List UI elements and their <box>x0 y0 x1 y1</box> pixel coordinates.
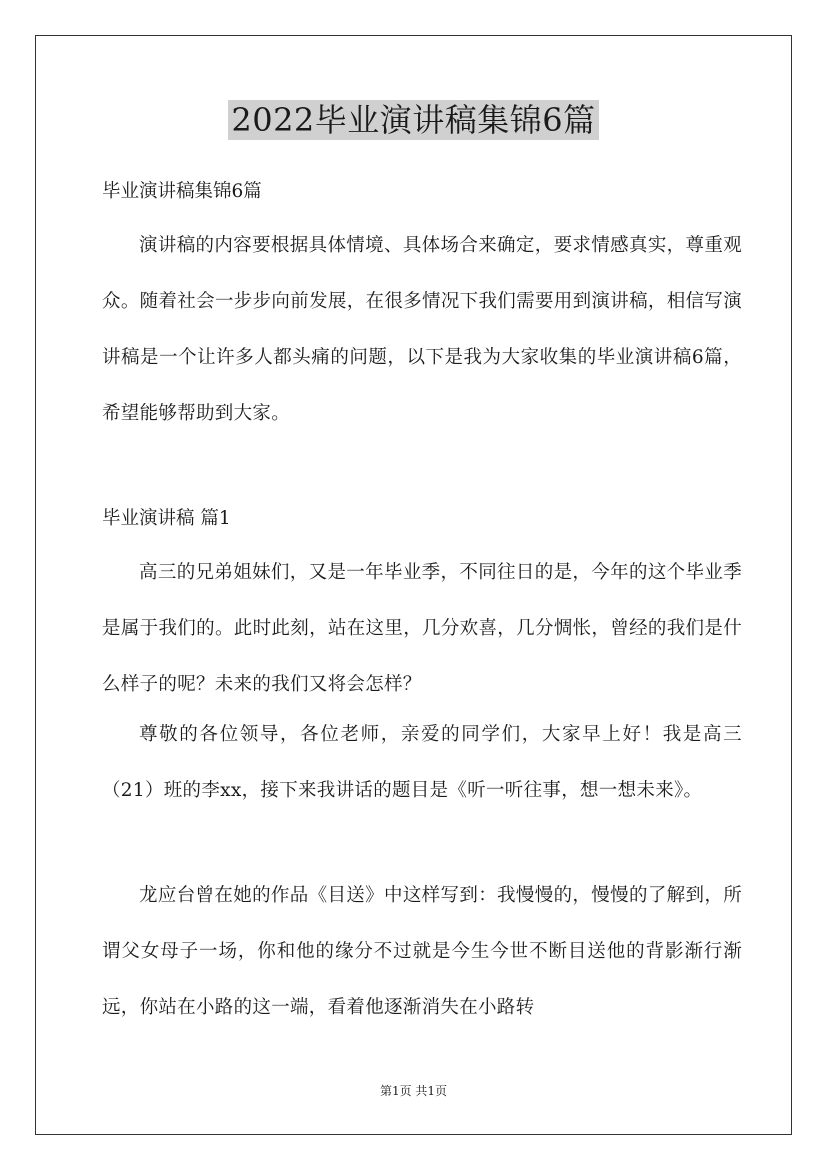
document-title-text: 2022毕业演讲稿集锦6篇 <box>228 100 598 140</box>
intro-paragraph: 演讲稿的内容要根据具体情境、具体场合来确定，要求情感真实，尊重观众。随着社会一步步向前发展，在很多情况下我们需要用到演讲稿，相信写演讲稿是一个让许多人都头痛的问题，以下是我为大家收集的毕业演讲稿6篇，希望能够帮助到大家。 <box>102 235 742 424</box>
document-title <box>0 100 827 140</box>
body-paragraph: 龙应台曾在她的作品《目送》中这样写到：我慢慢的，慢慢的了解到，所谓父女母子一场，你和他的缘分不过就是今生今世不断目送他的背影渐行渐远，你站在小路的这一端，看着他逐渐消失在小路转 <box>102 885 742 1018</box>
body-paragraph: 尊敬的各位领导，各位老师，亲爱的同学们，大家早上好！我是高三（21）班的李xx，接下来我讲话的题目是《听一听往事，想一想未来》。 <box>102 724 742 801</box>
body-paragraph: 高三的兄弟姐妹们，又是一年毕业季，不同往日的是，今年的这个毕业季是属于我们的。此时此刻，站在这里，几分欢喜，几分惆怅，曾经的我们是什么样子的呢？未来的我们又将会怎样？ <box>102 562 742 695</box>
page-number-footer: 第1页 共1页 <box>379 1084 448 1098</box>
section-heading: 毕业演讲稿 篇1 <box>102 508 231 529</box>
document-subtitle: 毕业演讲稿集锦6篇 <box>102 181 262 202</box>
